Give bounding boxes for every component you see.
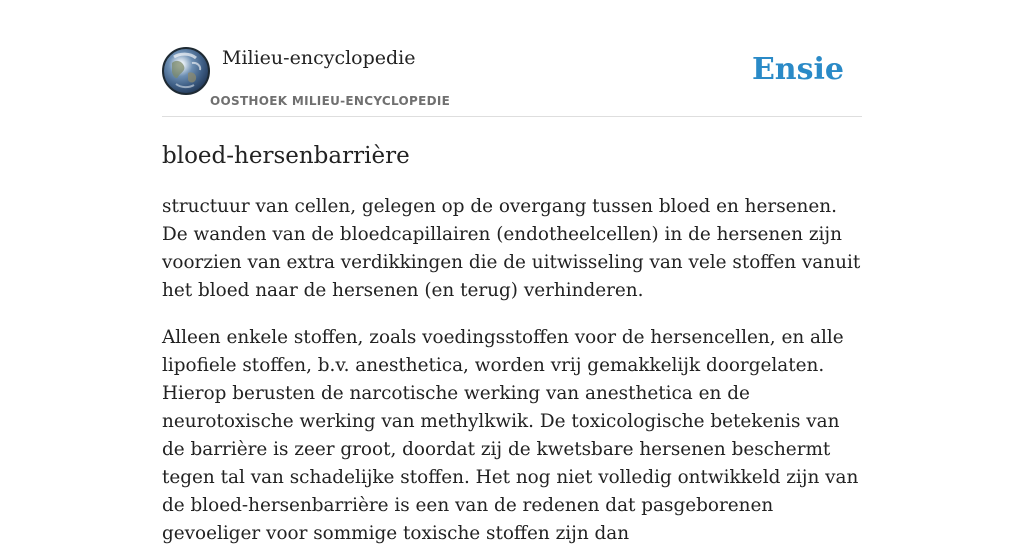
article-paragraph-2: Alleen enkele stoffen, zoals voedingsstoffen voor de hersencellen, en alle lipofiele stoffen, b.v. anesthetica, worden vrij gemakkelijk doorgelaten. Hierop berusten de narcotische werking van anesthetica en de neurotoxische werking van methylkwik. De toxicologische betekenis van de barrière is zeer groot, doordat zij de kwetsbare hersenen beschermt tegen tal van schadelijke stoffen. Het nog niet volledig ontwikkeld zijn van de bloed-hersenbarrière is een van de redenen dat pasgeborenen gevoeliger voor sommige toxische stoffen zijn dan <box>162 327 859 544</box>
page <box>162 0 862 548</box>
article-title: bloed-hersenbarrière <box>162 143 410 169</box>
article-paragraph-1: structuur van cellen, gelegen op de overgang tussen bloed en hersenen. De wanden van de bloedcapillairen (endotheelcellen) in de hersenen zijn voorzien van extra verdikkingen die de uitwisseling van vele stoffen vanuit het bloed naar de hersenen (en terug) verhinderen. <box>162 196 861 301</box>
earth-globe-icon[interactable] <box>162 47 210 95</box>
site-subtitle[interactable]: OOSTHOEK MILIEU-ENCYCLOPEDIE <box>210 94 451 108</box>
site-header <box>162 0 862 117</box>
site-name[interactable]: Milieu-encyclopedie <box>222 47 416 69</box>
brand-logo-link[interactable]: Ensie <box>751 52 844 87</box>
